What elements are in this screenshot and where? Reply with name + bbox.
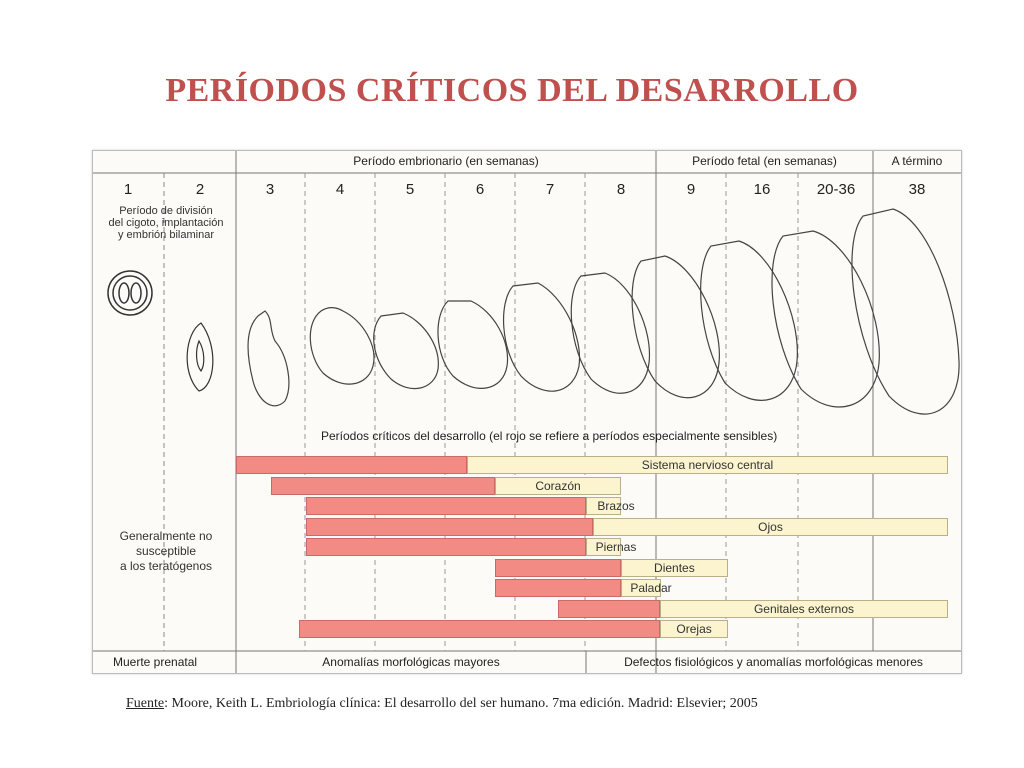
week-label: 4 [335,181,345,198]
not-susceptible-line: susceptible [135,544,197,558]
week-label: 1 [123,181,133,198]
sensitive-bar [306,538,586,556]
sensitive-bar [299,620,660,638]
term-header: A término [891,154,943,168]
week-label: 6 [475,181,485,198]
week-label: 20-36 [816,181,856,198]
week-label: 2 [195,181,205,198]
organ-label: Piernas [595,540,637,554]
sensitive-bar [495,579,621,597]
source-label: Fuente [126,696,165,711]
week-label: 3 [265,181,275,198]
sensitive-bar [306,497,586,515]
critical-periods-caption: Períodos críticos del desarrollo (el rojo se refiere a períodos especialmente sensibles) [321,429,778,443]
early-period-note [95,205,237,241]
organ-label: Sistema nervioso central [641,458,774,472]
not-susceptible-line: a los teratógenos [119,559,213,573]
critical-periods-chart [92,150,962,674]
minor-defects-label: Defectos fisiológicos y anomalías morfológicas menores [624,655,923,669]
week-label: 5 [405,181,415,198]
sensitive-bar [558,600,660,618]
major-anomalies-label: Anomalías morfológicas mayores [322,655,500,669]
prenatal-death-label: Muerte prenatal [113,655,198,669]
organ-label: Genitales externos [753,601,855,616]
week-label: 9 [686,181,696,198]
organ-label: Dientes [654,560,695,575]
organ-label: Paladar [630,581,672,595]
bilaminar-sketch [187,323,213,391]
not-susceptible-note [95,529,237,574]
embryo-sketches [248,209,959,414]
organ-label: Orejas [676,622,712,636]
early-note-line: Período de división [119,205,213,217]
week-label: 8 [616,181,626,198]
week-label: 38 [908,181,926,198]
organ-label: Brazos [597,499,635,513]
week-label: 16 [753,181,771,198]
source-text: : Moore, Keith L. Embriología clínica: El desarrollo del ser humano. 7ma edición. Madrid: Elsevier; 2005 [164,696,758,711]
zygote-sketch [108,271,152,315]
early-note-line: del cigoto, implantación [108,217,224,229]
sensitive-bar [271,477,495,495]
organ-label: Ojos [758,519,783,534]
source-citation [126,696,758,712]
page-title: PERÍODOS CRÍTICOS DEL DESARROLLO [165,72,859,109]
fetal-period-header: Período fetal (en semanas) [692,154,837,168]
sensitive-bar [495,559,621,577]
early-note-line: y embrión bilaminar [118,229,214,241]
embryonic-period-header: Período embrionario (en semanas) [353,154,539,168]
sensitive-bar [306,518,593,536]
organ-label: Corazón [535,478,581,493]
not-susceptible-line: Generalmente no [119,529,213,543]
week-label: 7 [545,181,555,198]
sensitive-bar [236,456,467,474]
